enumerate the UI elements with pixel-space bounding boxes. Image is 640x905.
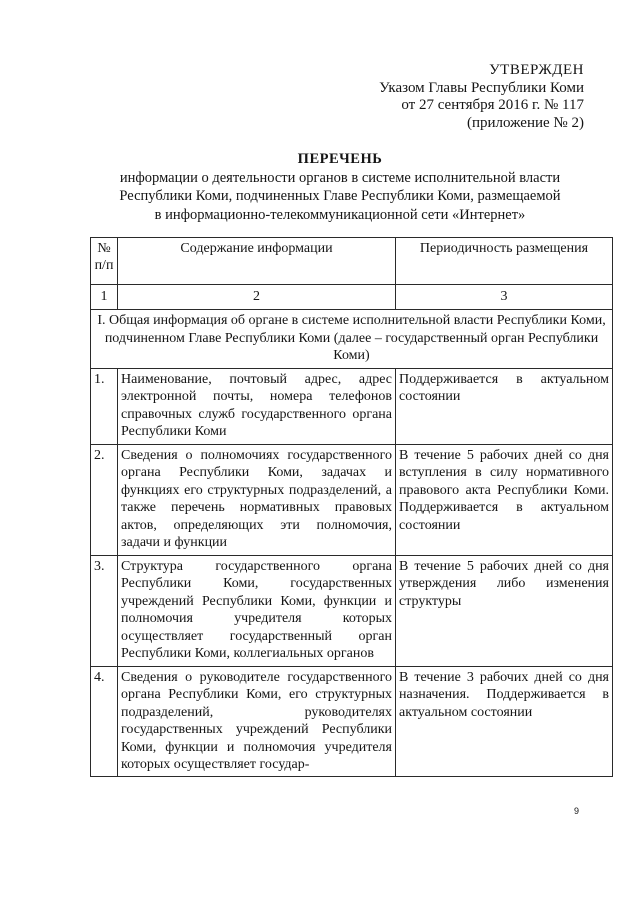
table-header-row [91, 238, 613, 285]
row-periodicity: В течение 3 рабочих дней со дня назначения. Поддерживается в актуальном состоянии [396, 666, 613, 776]
row-number: 4. [91, 666, 118, 776]
row-content: Сведения о руководителе государственного органа Республики Коми, его структурных подразделений, руководителях государственных учреждений Республики Коми, функции и полномочия учредителя которых осуществляет государ- [118, 666, 396, 776]
approval-line-2: от 27 сентября 2016 г. № 117 [401, 97, 584, 113]
row-periodicity: В течение 5 рабочих дней со дня утверждения либо изменения структуры [396, 555, 613, 666]
row-periodicity: Поддерживается в актуальном состоянии [396, 368, 613, 444]
header-number: № п/п [91, 238, 118, 285]
document-title: ПЕРЕЧЕНЬ [297, 151, 383, 167]
section-heading: I. Общая информация об органе в системе исполнительной власти Республики Коми, подчиненном Главе Республики Коми (далее – государственный орган Республики Коми) [91, 310, 613, 369]
approval-heading: УТВЕРЖДЕН [489, 62, 584, 78]
page-number: 9 [574, 806, 580, 816]
column-number-1: 1 [91, 285, 118, 310]
document-title-block [60, 150, 620, 224]
row-content: Структура государственного органа Республики Коми, государственных учреждений Республики Коми, функции и полномочия учредителя которых осуществляет государственный орган Республики Коми, коллегиальных органов [118, 555, 396, 666]
column-number-3: 3 [396, 285, 613, 310]
header-periodicity: Периодичность размещения [396, 238, 613, 285]
column-number-row [91, 285, 613, 310]
section-row [91, 310, 613, 369]
row-number: 1. [91, 368, 118, 444]
table-row [91, 666, 613, 776]
table-row [91, 444, 613, 555]
table-row [91, 555, 613, 666]
table-row [91, 368, 613, 444]
approval-line-1: Указом Главы Республики Коми [379, 79, 584, 96]
row-number: 2. [91, 444, 118, 555]
document-subtitle-line-3: в информационно-телекоммуникационной сети «Интернет» [154, 206, 526, 223]
row-content: Сведения о полномочиях государственного органа Республики Коми, задачах и функциях его структурных подразделений, а также перечень нормативных правовых актов, определяющих эти полномочия, задачи и функции [118, 444, 396, 555]
row-content: Наименование, почтовый адрес, адрес электронной почты, номера телефонов справочных служб государственного органа Республики Коми [118, 368, 396, 444]
document-subtitle-line-1: информации о деятельности органов в системе исполнительной власти [119, 169, 561, 186]
header-content: Содержание информации [118, 238, 396, 285]
row-periodicity: В течение 5 рабочих дней со дня вступления в силу нормативного правового акта Республики Коми. Поддерживается в актуальном состоянии [396, 444, 613, 555]
information-list-table [90, 237, 613, 777]
column-number-2: 2 [118, 285, 396, 310]
approval-stamp [340, 62, 584, 132]
approval-line-3: (приложение № 2) [466, 114, 584, 131]
row-number: 3. [91, 555, 118, 666]
document-subtitle-line-2: Республики Коми, подчиненных Главе Республики Коми, размещаемой [119, 188, 561, 204]
